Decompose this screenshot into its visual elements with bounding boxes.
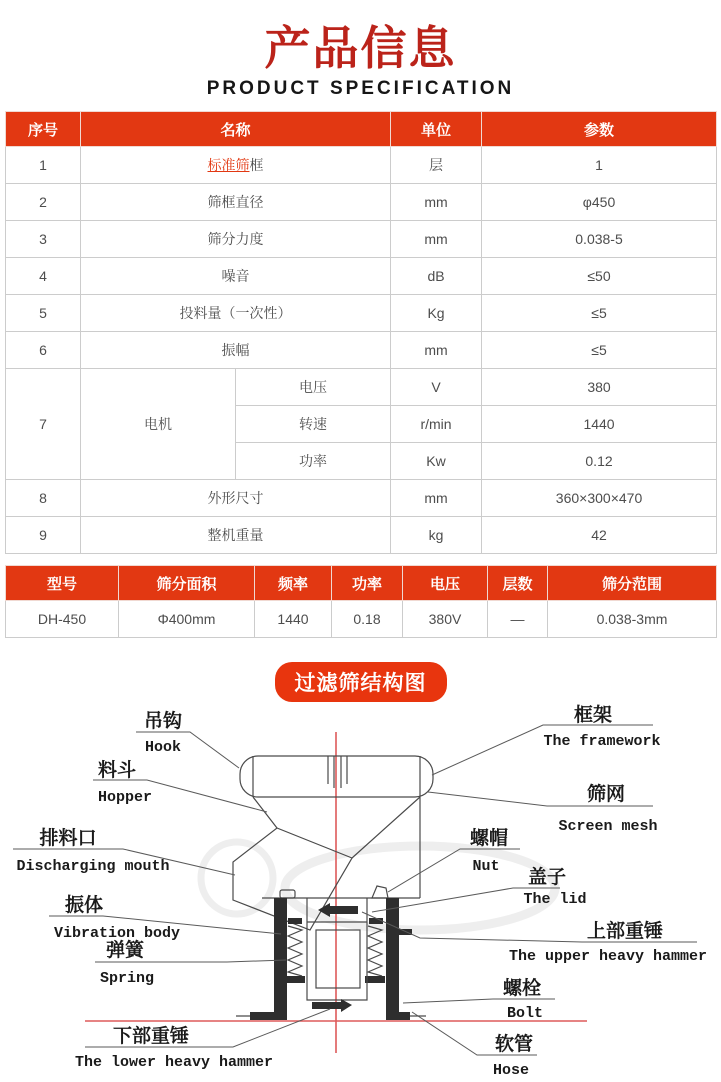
label-hook-en: Hook bbox=[144, 739, 182, 756]
spec-row bbox=[6, 480, 717, 517]
label-lid-cn: 盖子 bbox=[527, 866, 567, 888]
cell-value: 360×300×470 bbox=[482, 480, 717, 517]
left-channel bbox=[274, 898, 287, 1012]
col-header-unit: 单位 bbox=[391, 112, 482, 147]
label-screen-mesh bbox=[428, 782, 658, 835]
col-header-model: 型号 bbox=[6, 566, 119, 601]
label-spring-en: Spring bbox=[99, 970, 155, 987]
label-upper-hammer-cn: 上部重锤 bbox=[586, 920, 664, 942]
right-channel bbox=[386, 898, 399, 1012]
label-upper-hammer bbox=[362, 912, 707, 965]
label-discharging-mouth-cn: 排料口 bbox=[39, 827, 97, 849]
col-header-name: 名称 bbox=[81, 112, 391, 147]
nut-cap bbox=[372, 886, 388, 898]
col-header-area: 筛分面积 bbox=[119, 566, 255, 601]
cell-name: 筛分力度 bbox=[81, 221, 391, 258]
cell-model: DH-450 bbox=[6, 601, 119, 638]
cell-no: 7 bbox=[6, 369, 81, 480]
col-header-voltage: 电压 bbox=[403, 566, 488, 601]
cell-subname: 功率 bbox=[236, 443, 391, 480]
label-lid-en: The lid bbox=[523, 891, 587, 908]
spec-row bbox=[6, 295, 717, 332]
cell-unit: mm bbox=[391, 221, 482, 258]
label-discharging-mouth-en: Discharging mouth bbox=[16, 858, 170, 875]
label-lower-hammer-cn: 下部重锤 bbox=[112, 1025, 190, 1047]
right-foot bbox=[386, 1012, 410, 1020]
cell-area: Φ400mm bbox=[119, 601, 255, 638]
cell-value: ≤5 bbox=[482, 332, 717, 369]
label-hose-cn: 软管 bbox=[494, 1033, 534, 1055]
spec-header-row bbox=[6, 112, 717, 147]
spec-row bbox=[6, 258, 717, 295]
cell-unit: Kg bbox=[391, 295, 482, 332]
cell-name: 振幅 bbox=[81, 332, 391, 369]
cell-voltage: 380V bbox=[403, 601, 488, 638]
spec-table bbox=[5, 111, 717, 554]
page-title: 产品信息 bbox=[264, 22, 457, 74]
cell-no: 9 bbox=[6, 517, 81, 554]
spec-row-motor bbox=[6, 369, 717, 406]
cell-frequency: 1440 bbox=[255, 601, 332, 638]
cell-unit: mm bbox=[391, 184, 482, 221]
label-hose-en: Hose bbox=[492, 1062, 530, 1079]
label-framework-en: The framework bbox=[543, 733, 661, 750]
cell-no: 1 bbox=[6, 147, 81, 184]
cell-unit: Kw bbox=[391, 443, 482, 480]
cell-unit: mm bbox=[391, 480, 482, 517]
label-vibration-body bbox=[49, 893, 281, 942]
col-header-param: 参数 bbox=[482, 112, 717, 147]
label-spring bbox=[95, 938, 286, 987]
cell-name-rest: 框 bbox=[249, 157, 264, 173]
label-hose bbox=[412, 1012, 537, 1079]
left-foot bbox=[250, 1012, 287, 1020]
machine-drawing bbox=[233, 756, 433, 1020]
cell-unit: 层 bbox=[391, 147, 482, 184]
label-upper-hammer-en: The upper heavy hammer bbox=[508, 948, 708, 965]
model-header-row bbox=[6, 566, 717, 601]
cell-name: 筛框直径 bbox=[81, 184, 391, 221]
cell-range: 0.038-3mm bbox=[548, 601, 717, 638]
cell-value: φ450 bbox=[482, 184, 717, 221]
label-nut-en: Nut bbox=[472, 858, 500, 875]
cell-unit: r/min bbox=[391, 406, 482, 443]
cell-name bbox=[81, 147, 391, 184]
label-bolt bbox=[403, 976, 555, 1022]
cell-no: 3 bbox=[6, 221, 81, 258]
col-header-power: 功率 bbox=[332, 566, 403, 601]
cell-no: 5 bbox=[6, 295, 81, 332]
cell-value: ≤5 bbox=[482, 295, 717, 332]
structure-diagram bbox=[0, 700, 721, 1082]
label-nut-cn: 螺帽 bbox=[469, 827, 509, 849]
label-spring-cn: 弹簧 bbox=[105, 939, 145, 961]
cell-no: 8 bbox=[6, 480, 81, 517]
model-row bbox=[6, 601, 717, 638]
label-hook-cn: 吊钩 bbox=[143, 710, 183, 732]
cell-value: 1440 bbox=[482, 406, 717, 443]
label-screen-mesh-cn: 筛网 bbox=[586, 783, 626, 805]
cell-unit: dB bbox=[391, 258, 482, 295]
cell-unit: mm bbox=[391, 332, 482, 369]
right-spring bbox=[368, 926, 382, 976]
page-subtitle: PRODUCT SPECIFICATION bbox=[206, 78, 515, 99]
cell-value: 380 bbox=[482, 369, 717, 406]
label-lower-hammer bbox=[75, 1009, 330, 1071]
label-bolt-cn: 螺栓 bbox=[502, 977, 542, 999]
cell-value: 0.12 bbox=[482, 443, 717, 480]
spec-row bbox=[6, 184, 717, 221]
cell-value: 42 bbox=[482, 517, 717, 554]
lower-heavy-hammer bbox=[312, 999, 352, 1012]
cell-unit: V bbox=[391, 369, 482, 406]
label-hook bbox=[136, 709, 239, 768]
top-bracket bbox=[328, 756, 347, 788]
col-header-frequency: 频率 bbox=[255, 566, 332, 601]
cell-subname: 转速 bbox=[236, 406, 391, 443]
label-lower-hammer-en: The lower heavy hammer bbox=[74, 1054, 274, 1071]
label-vibration-body-cn: 振体 bbox=[64, 894, 104, 916]
left-spring bbox=[288, 926, 302, 976]
label-framework bbox=[432, 703, 661, 775]
label-discharging-mouth bbox=[13, 826, 235, 875]
label-hopper-en: Hopper bbox=[97, 789, 153, 806]
label-nut bbox=[388, 826, 520, 892]
cell-name: 整机重量 bbox=[81, 517, 391, 554]
label-bolt-en: Bolt bbox=[506, 1005, 544, 1022]
cell-value: ≤50 bbox=[482, 258, 717, 295]
cell-no: 4 bbox=[6, 258, 81, 295]
structure-diagram-badge: 过滤筛结构图 bbox=[275, 662, 447, 702]
col-header-layers: 层数 bbox=[488, 566, 548, 601]
label-vibration-body-en: Vibration body bbox=[53, 925, 181, 942]
col-header-range: 筛分范围 bbox=[548, 566, 717, 601]
cell-name: 投料量（一次性） bbox=[81, 295, 391, 332]
cell-name: 噪音 bbox=[81, 258, 391, 295]
cell-subname: 电压 bbox=[236, 369, 391, 406]
cell-unit: kg bbox=[391, 517, 482, 554]
col-header-no: 序号 bbox=[6, 112, 81, 147]
cell-no: 6 bbox=[6, 332, 81, 369]
cell-value: 1 bbox=[482, 147, 717, 184]
cell-name: 外形尺寸 bbox=[81, 480, 391, 517]
label-framework-cn: 框架 bbox=[573, 704, 613, 726]
spec-row bbox=[6, 517, 717, 554]
label-hopper-cn: 料斗 bbox=[97, 759, 137, 781]
spec-row bbox=[6, 147, 717, 184]
model-table bbox=[5, 565, 717, 638]
cell-name-motor: 电机 bbox=[81, 369, 236, 480]
standard-sieve-link[interactable]: 标准筛 bbox=[207, 157, 250, 173]
label-screen-mesh-en: Screen mesh bbox=[558, 818, 658, 835]
cell-value: 0.038-5 bbox=[482, 221, 717, 258]
spec-row bbox=[6, 221, 717, 258]
cell-layers: — bbox=[488, 601, 548, 638]
cell-power: 0.18 bbox=[332, 601, 403, 638]
cell-no: 2 bbox=[6, 184, 81, 221]
spec-row bbox=[6, 332, 717, 369]
motor-block bbox=[316, 930, 360, 988]
